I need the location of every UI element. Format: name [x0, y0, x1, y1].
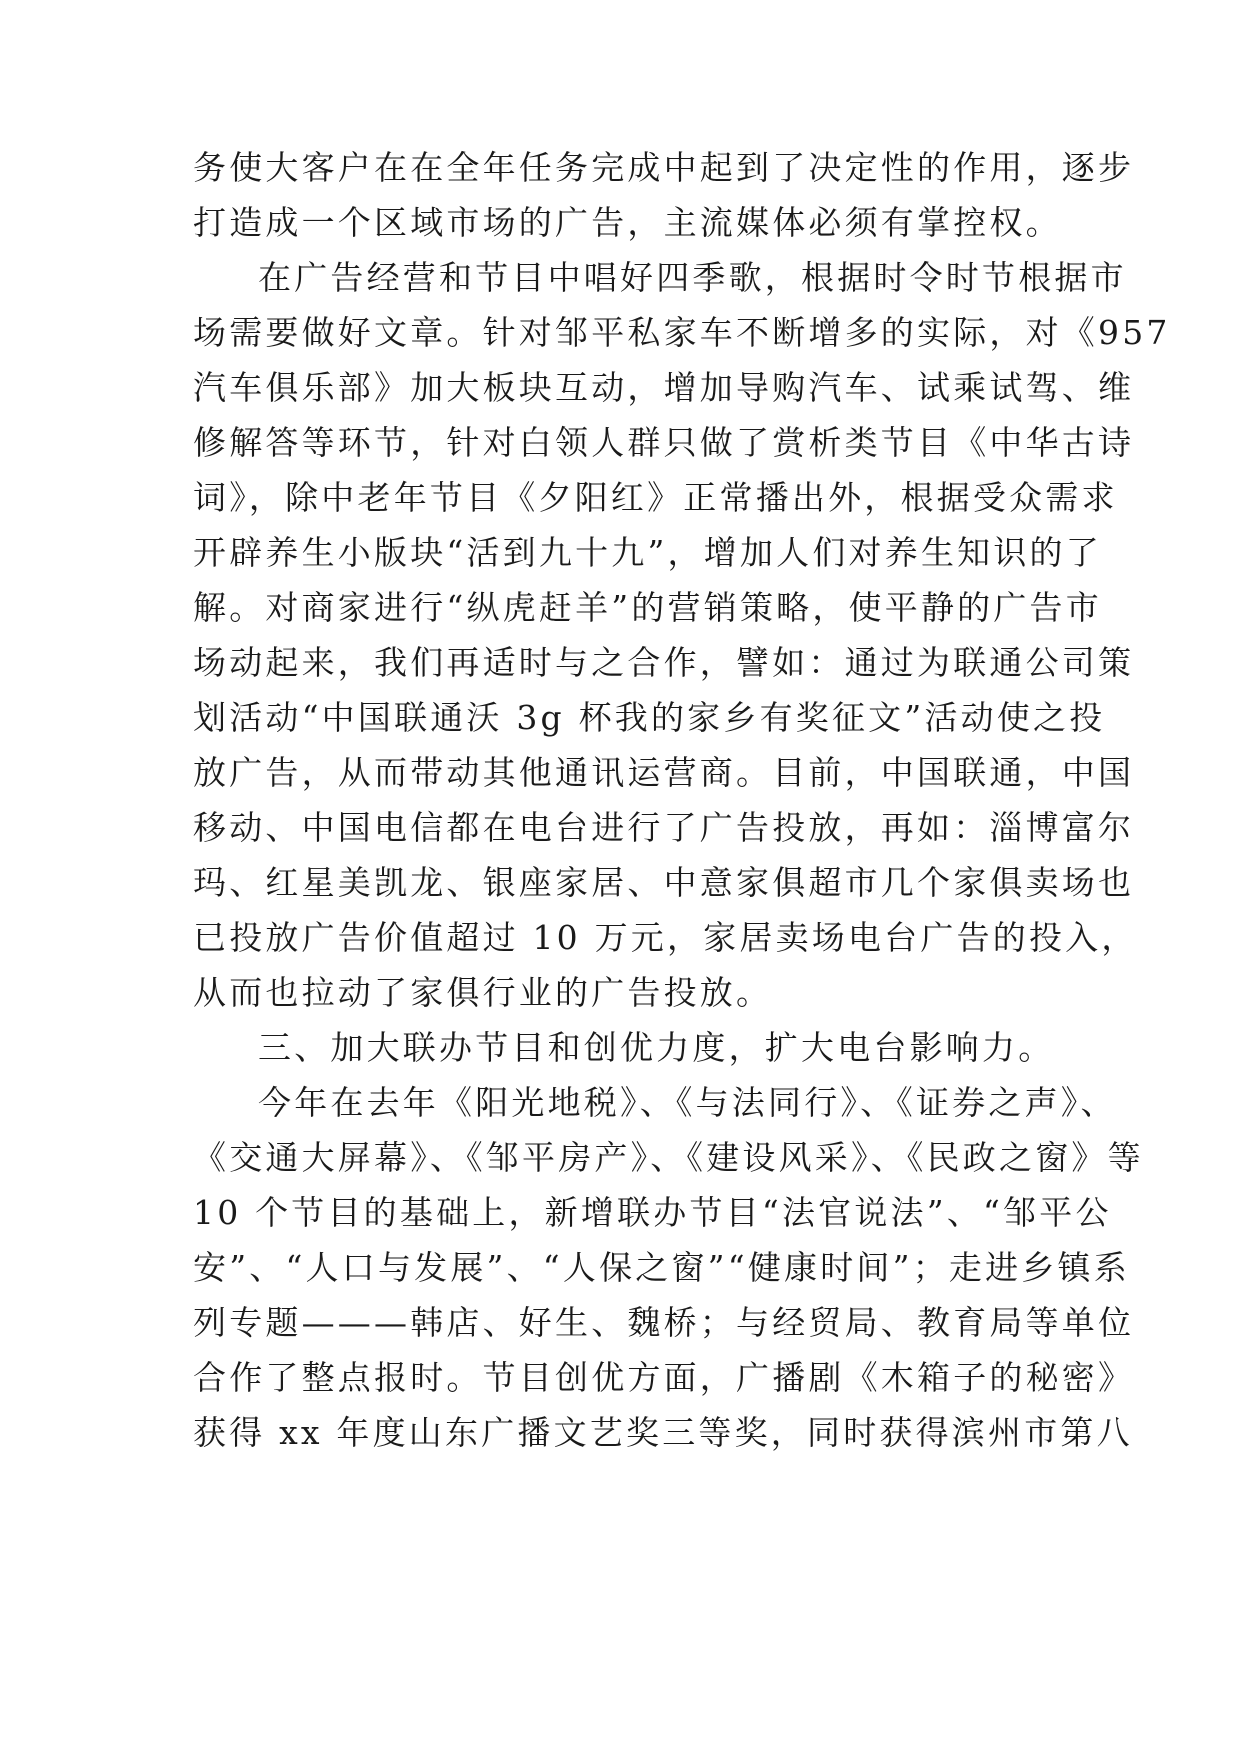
section-heading: 三、加大联办节目和创优力度，扩大电台影响力。 [258, 1028, 1055, 1067]
text-line: 《交通大屏幕》、《邹平房产》、《建设风采》、《民政之窗》等 [193, 1138, 1144, 1177]
text-line: 划活动“中国联通沃 3g 杯我的家乡有奖征文”活动使之投 [193, 698, 1106, 737]
text-line: 玛、红星美凯龙、银座家居、中意家俱超市几个家俱卖场也 [193, 863, 1135, 902]
text-line: 移动、中国电信都在电台进行了广告投放，再如：淄博富尔 [193, 808, 1135, 847]
text-line: 场动起来，我们再适时与之合作，譬如：通过为联通公司策 [193, 643, 1135, 682]
text-line: 从而也拉动了家俱行业的广告投放。 [193, 973, 773, 1012]
text-line: 汽车俱乐部》加大板块互动，增加导购汽车、试乘试驾、维 [193, 368, 1135, 407]
text-line: 开辟养生小版块“活到九十九”，增加人们对养生知识的了 [193, 533, 1102, 572]
text-line: 解。对商家进行“纵虎赶羊”的营销策略，使平静的广告市 [193, 588, 1102, 627]
paragraph-start-line: 在广告经营和节目中唱好四季歌，根据时令时节根据市 [258, 258, 1127, 297]
paragraph-start-line: 今年在去年《阳光地税》、《与法同行》、《证券之声》、 [258, 1083, 1117, 1122]
text-line: 务使大客户在在全年任务完成中起到了决定性的作用，逐步 [193, 148, 1135, 187]
text-line: 安”、“人口与发展”、“人保之窗”“健康时间”；走进乡镇系 [193, 1248, 1130, 1287]
text-line: 词》，除中老年节目《夕阳红》正常播出外，根据受众需求 [193, 478, 1118, 517]
text-line: 获得 xx 年度山东广播文艺奖三等奖，同时获得滨州市第八 [193, 1413, 1133, 1452]
text-line: 放广告，从而带动其他通讯运营商。目前，中国联通，中国 [193, 753, 1135, 792]
text-line: 场需要做好文章。针对邹平私家车不断增多的实际，对《957 [193, 313, 1171, 352]
text-line: 已投放广告价值超过 10 万元，家居卖场电台广告的投入， [193, 918, 1138, 957]
text-line: 打造成一个区域市场的广告，主流媒体必须有掌控权。 [193, 203, 1062, 242]
text-line: 10 个节目的基础上，新增联办节目“法官说法”、“邹平公 [193, 1193, 1112, 1232]
text-line: 列专题———韩店、好生、魏桥；与经贸局、教育局等单位 [193, 1303, 1135, 1342]
text-line: 修解答等环节，针对白领人群只做了赏析类节目《中华古诗 [193, 423, 1135, 462]
text-line: 合作了整点报时。节目创优方面，广播剧《木箱子的秘密》 [193, 1358, 1135, 1397]
